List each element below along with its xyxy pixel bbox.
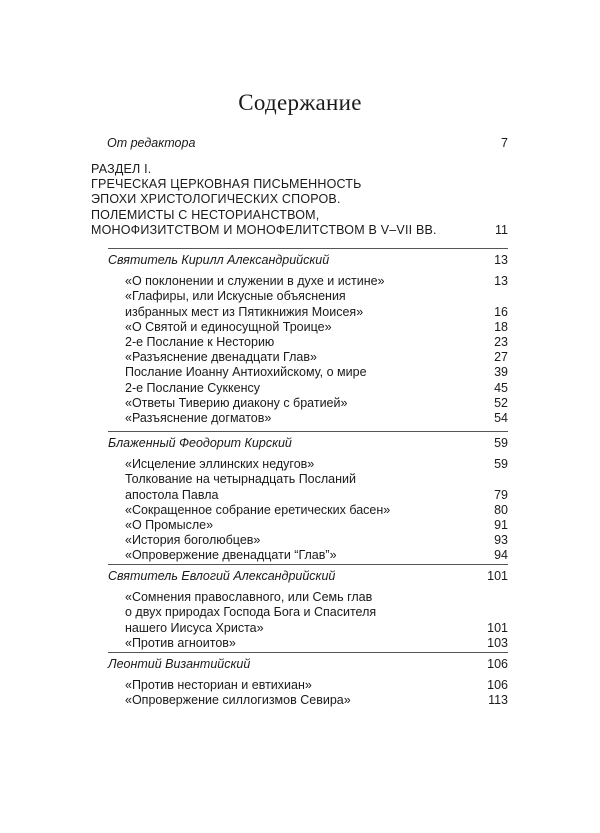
toc-work-title: апостола Павла bbox=[125, 487, 219, 502]
toc-work-title: 2-е Послание Суккенсу bbox=[125, 380, 260, 395]
toc-page-number: 106 bbox=[487, 678, 508, 693]
toc-work-title: «О поклонении и служении в духе и истине» bbox=[125, 274, 385, 289]
toc-work-title: «Против несториан и евтихиан» bbox=[125, 678, 312, 693]
toc-author-heading: Блаженный Феодорит Кирский bbox=[108, 436, 292, 450]
toc-page-number: 113 bbox=[488, 693, 508, 708]
toc-page-number: 79 bbox=[494, 487, 508, 502]
toc-work-title: «Опровержение силлогизмов Севира» bbox=[125, 693, 351, 708]
toc-work-title: «Разъяснение двенадцати Глав» bbox=[125, 350, 317, 365]
toc-work-title: «Исцеление эллинских недугов» bbox=[125, 457, 315, 472]
toc-author-heading: Святитель Кирилл Александрийский bbox=[108, 253, 330, 267]
toc-page-number: 103 bbox=[487, 635, 508, 650]
toc-work-title: «История боголюбцев» bbox=[125, 533, 261, 548]
toc-work-title: «Сомнения православного, или Семь глав bbox=[125, 590, 373, 605]
section-heading-line: ГРЕЧЕСКАЯ ЦЕРКОВНАЯ ПИСЬМЕННОСТЬ bbox=[91, 177, 362, 192]
toc-page-number: 11 bbox=[495, 222, 508, 237]
section-heading-line: ПОЛЕМИСТЫ С НЕСТОРИАНСТВОМ, bbox=[91, 207, 320, 222]
toc-page-number: 16 bbox=[494, 304, 508, 319]
toc-work-title: 2-е Послание к Несторию bbox=[125, 335, 275, 349]
toc-page-number: 101 bbox=[487, 620, 508, 635]
section-divider bbox=[108, 431, 508, 432]
toc-entry-editor: От редактора bbox=[107, 136, 196, 150]
section-heading-line: РАЗДЕЛ I. bbox=[91, 162, 152, 176]
section-heading-line: ЭПОХИ ХРИСТОЛОГИЧЕСКИХ СПОРОВ. bbox=[91, 192, 341, 207]
toc-page-number: 39 bbox=[494, 365, 508, 380]
toc-page-number: 80 bbox=[494, 502, 508, 517]
toc-page-number: 59 bbox=[494, 436, 508, 450]
toc-page-number: 101 bbox=[487, 569, 508, 583]
toc-page-number: 93 bbox=[494, 533, 508, 548]
section-divider bbox=[108, 248, 508, 249]
toc-page-number: 45 bbox=[494, 380, 508, 395]
toc-page-number: 27 bbox=[494, 350, 508, 365]
toc-page-number: 7 bbox=[501, 136, 508, 150]
toc-work-title: «Сокращенное собрание еретических басен» bbox=[125, 502, 391, 517]
section-heading-line: МОНОФИЗИТСТВОМ И МОНОФЕЛИТСТВОМ В V–VII ВВ. bbox=[91, 222, 437, 237]
toc-page-number: 52 bbox=[494, 395, 508, 410]
toc-page-number: 13 bbox=[494, 274, 508, 289]
toc-page-number: 94 bbox=[494, 548, 508, 563]
toc-work-title: «Опровержение двенадцати “Глав”» bbox=[125, 548, 337, 563]
toc-page-number: 59 bbox=[494, 457, 508, 472]
toc-work-title: о двух природах Господа Бога и Спасителя bbox=[125, 605, 377, 620]
section-divider bbox=[108, 564, 508, 565]
toc-page-number: 54 bbox=[494, 411, 508, 425]
toc-work-title: «Против агноитов» bbox=[125, 635, 236, 650]
toc-work-title: Толкование на четырнадцать Посланий bbox=[125, 472, 356, 487]
toc-work-title: «О Святой и единосущной Троице» bbox=[125, 319, 332, 334]
toc-page-number: 13 bbox=[494, 253, 508, 267]
page-title: Содержание bbox=[238, 90, 362, 115]
toc-work-title: «Глафиры, или Искусные объяснения bbox=[125, 289, 346, 304]
toc-page-number: 23 bbox=[494, 335, 508, 349]
toc-work-title: нашего Иисуса Христа» bbox=[125, 620, 264, 635]
toc-page-number: 106 bbox=[487, 657, 508, 671]
toc-work-title: Послание Иоанну Антиохийскому, о мире bbox=[125, 365, 367, 380]
toc-page-number: 91 bbox=[494, 518, 508, 532]
toc-work-title: «Разъяснение догматов» bbox=[125, 411, 272, 425]
toc-page-number: 18 bbox=[494, 319, 508, 334]
toc-work-title: «О Промысле» bbox=[125, 518, 214, 532]
toc-author-heading: Леонтий Византийский bbox=[108, 657, 251, 671]
toc-work-title: «Ответы Тиверию диакону с братией» bbox=[125, 395, 348, 410]
toc-work-title: избранных мест из Пятикнижия Моисея» bbox=[125, 304, 364, 319]
toc-author-heading: Святитель Евлогий Александрийский bbox=[108, 569, 336, 583]
section-divider bbox=[108, 652, 508, 653]
